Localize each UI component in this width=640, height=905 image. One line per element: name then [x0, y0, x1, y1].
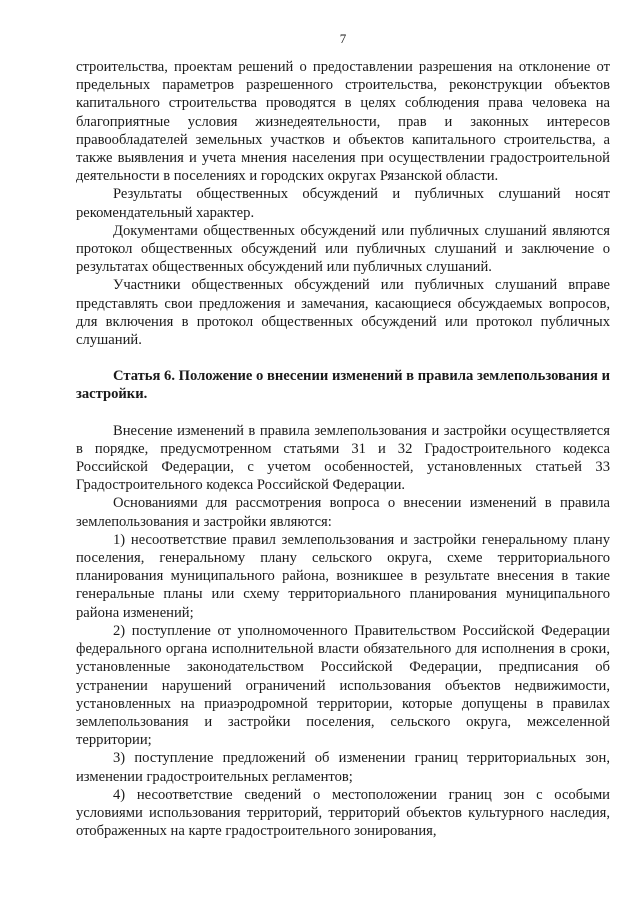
paragraph-amendment-procedure: Внесение изменений в правила землепользования и застройки осуществляется в порядке, предусмотренном статьями 31 и 32 Градостроительного кодекса Российской Федерации, с учетом особенностей, установленных статьей 33 Градостроительного кодекса Российской Федерации. — [76, 422, 610, 494]
paragraph-documents: Документами общественных обсуждений или публичных слушаний являются протокол общественных обсуждений или публичных слушаний и заключение о результатах общественных обсуждений или публичных слушаний. — [76, 222, 610, 276]
article-6-heading: Статья 6. Положение о внесении изменений в правила землепользования и застройки. — [76, 368, 610, 403]
list-item-ground-4: 4) несоответствие сведений о местоположении границ зон с особыми условиями использования территорий, территорий объектов культурного наследия, отображенных на карте градостроительного зонирования, — [76, 786, 610, 840]
paragraph-amendment-grounds: Основаниями для рассмотрения вопроса о внесении изменений в правила землепользования и застройки являются: — [76, 495, 610, 530]
paragraph-results-advisory: Результаты общественных обсуждений и публичных слушаний носят рекомендательный характер. — [76, 186, 610, 221]
list-item-ground-1: 1) несоответствие правил землепользования и застройки генеральному плану поселения, генеральному плану сельского округа, схеме территориального планирования муниципального района, возникшее в результате внесения в такие генеральные планы или схему территориального планирования муниципального района изменений; — [76, 531, 610, 621]
list-item-ground-2: 2) поступление от уполномоченного Правительством Российской Федерации федерального органа исполнительной власти обязательного для исполнения в сроки, установленные законодательством Российской Федерации, предписания об устранении нарушений ограничений использования объектов недвижимости, установленных на приаэродромной территории, которые допущены в правилах землепользования и застройки поселения, сельского округа, межселенной территории; — [76, 622, 610, 749]
page-number: 7 — [339, 31, 347, 46]
document-page — [76, 30, 610, 840]
paragraph-intro-continuation: строительства, проектам решений о предоставлении разрешения на отклонение от предельных параметров разрешенного строительства, реконструкции объектов капитального строительства проводятся в целях соблюдения права человека на благоприятные условия жизнедеятельности, прав и законных интересов правообладателей земельных участков и объектов капитального строительства, а также выявления и учета мнения населения при осуществлении градостроительной деятельности в поселениях и городских округах Рязанской области. — [76, 59, 610, 185]
list-item-ground-3: 3) поступление предложений об изменении границ территориальных зон, изменении градостроительных регламентов; — [76, 750, 610, 785]
paragraph-participants-rights: Участники общественных обсуждений или публичных слушаний вправе представлять свои предложения и замечания, касающиеся обсуждаемых вопросов, для включения в протокол общественных обсуждений или протокол публичных слушаний. — [76, 277, 610, 349]
